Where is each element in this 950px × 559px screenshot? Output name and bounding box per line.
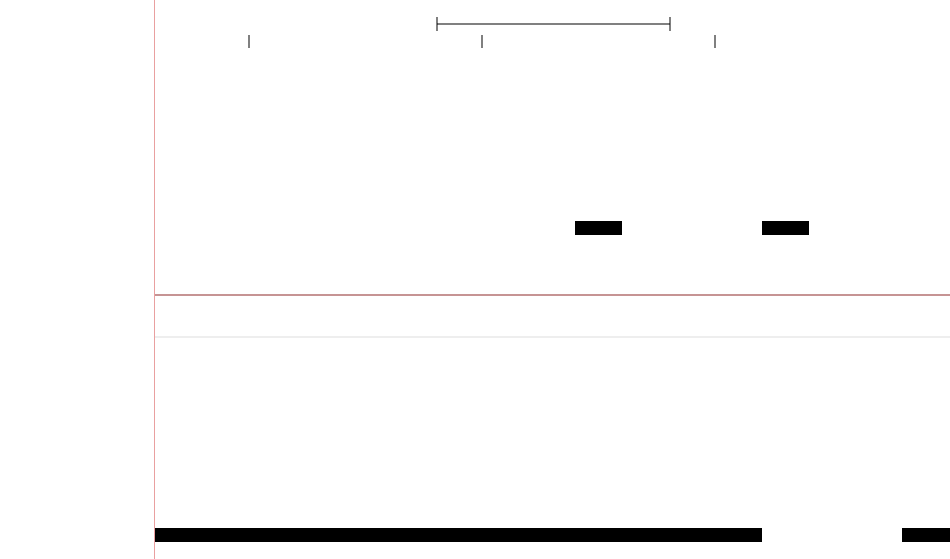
dbsnp-variant-1[interactable] xyxy=(575,221,622,235)
track-labels-sidebar xyxy=(0,0,154,559)
browser-image[interactable] xyxy=(155,0,950,559)
repeat-element-2[interactable] xyxy=(902,528,950,542)
dbsnp-variant-2[interactable] xyxy=(762,221,809,235)
repeat-element-1[interactable] xyxy=(155,528,762,542)
